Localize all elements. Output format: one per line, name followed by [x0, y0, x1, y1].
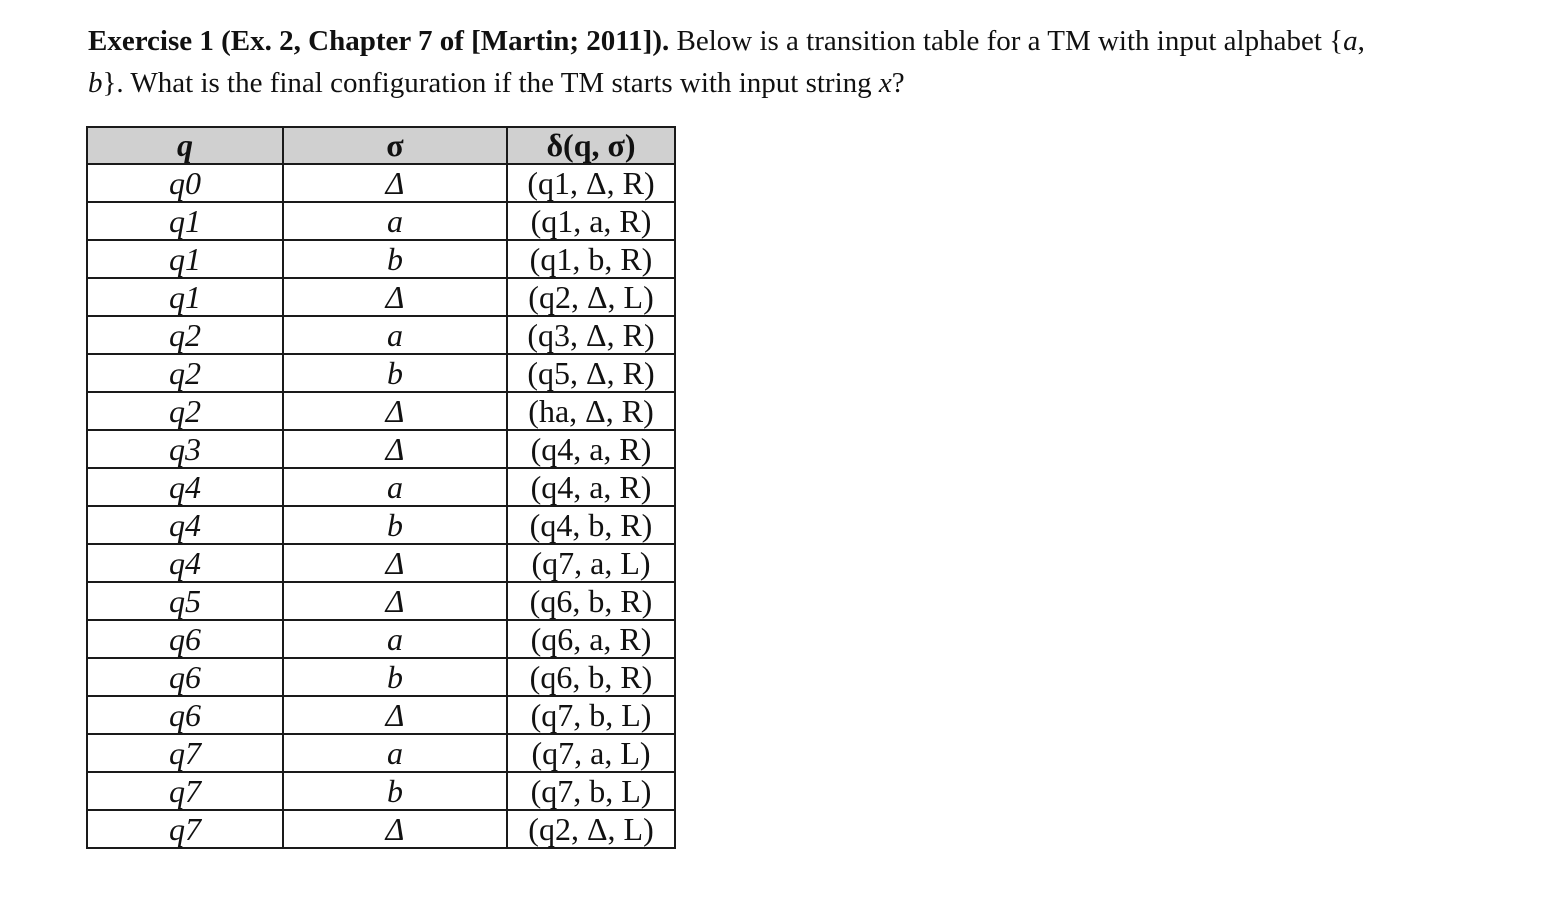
cell-symbol: a	[283, 468, 507, 506]
alphabet-comma: ,	[1357, 25, 1365, 57]
cell-symbol: Δ	[283, 810, 507, 848]
cell-state: q2	[87, 392, 283, 430]
cell-state: q0	[87, 164, 283, 202]
cell-transition: (q4, a, R)	[507, 468, 675, 506]
cell-state: q3	[87, 430, 283, 468]
transition-table	[86, 126, 676, 849]
cell-transition: (q6, b, R)	[507, 658, 675, 696]
table-row	[87, 544, 675, 582]
cell-transition: (q2, Δ, L)	[507, 810, 675, 848]
table-row	[87, 582, 675, 620]
table-row	[87, 278, 675, 316]
cell-symbol: b	[283, 772, 507, 810]
cell-symbol: a	[283, 734, 507, 772]
cell-state: q2	[87, 354, 283, 392]
cell-state: q1	[87, 240, 283, 278]
table-header-row	[87, 127, 675, 164]
table-row	[87, 392, 675, 430]
transition-table-body	[87, 164, 675, 848]
table-row	[87, 620, 675, 658]
table-row	[87, 430, 675, 468]
cell-state: q6	[87, 696, 283, 734]
table-row	[87, 202, 675, 240]
table-row	[87, 240, 675, 278]
cell-symbol: b	[283, 506, 507, 544]
alphabet-b: b	[88, 67, 103, 99]
cell-state: q4	[87, 506, 283, 544]
exercise-text-2: }. What is the final configuration if the TM starts with input string	[102, 67, 872, 99]
cell-transition: (q5, Δ, R)	[507, 354, 675, 392]
cell-state: q4	[87, 468, 283, 506]
cell-transition: (q6, a, R)	[507, 620, 675, 658]
cell-transition: (q3, Δ, R)	[507, 316, 675, 354]
table-row	[87, 468, 675, 506]
cell-symbol: Δ	[283, 164, 507, 202]
cell-state: q4	[87, 544, 283, 582]
cell-state: q7	[87, 734, 283, 772]
cell-symbol: Δ	[283, 696, 507, 734]
cell-symbol: Δ	[283, 582, 507, 620]
cell-symbol: Δ	[283, 544, 507, 582]
cell-transition: (q7, b, L)	[507, 772, 675, 810]
input-string-var: x	[878, 67, 892, 99]
cell-symbol: Δ	[283, 278, 507, 316]
cell-symbol: a	[283, 202, 507, 240]
exercise-prompt	[88, 20, 1538, 104]
cell-symbol: Δ	[283, 392, 507, 430]
cell-transition: (q7, b, L)	[507, 696, 675, 734]
cell-symbol: b	[283, 240, 507, 278]
table-row	[87, 354, 675, 392]
exercise-text-1: Below is a transition table for a TM with input alphabet {	[676, 25, 1344, 57]
cell-transition: (q1, b, R)	[507, 240, 675, 278]
cell-state: q7	[87, 772, 283, 810]
cell-transition: (q1, Δ, R)	[507, 164, 675, 202]
table-row	[87, 164, 675, 202]
alphabet-a: a	[1343, 25, 1358, 57]
exercise-heading: Exercise 1 (Ex. 2, Chapter 7 of [Martin; 2011]).	[88, 25, 670, 57]
table-row	[87, 810, 675, 848]
table-row	[87, 772, 675, 810]
cell-transition: (q4, a, R)	[507, 430, 675, 468]
header-delta: δ(q, σ)	[507, 127, 675, 164]
cell-symbol: b	[283, 354, 507, 392]
cell-state: q5	[87, 582, 283, 620]
question-mark: ?	[891, 67, 905, 99]
table-row	[87, 506, 675, 544]
cell-state: q1	[87, 278, 283, 316]
table-row	[87, 316, 675, 354]
cell-transition: (ha, Δ, R)	[507, 392, 675, 430]
header-sigma: σ	[283, 127, 507, 164]
cell-transition: (q6, b, R)	[507, 582, 675, 620]
table-row	[87, 734, 675, 772]
cell-state: q6	[87, 658, 283, 696]
cell-transition: (q4, b, R)	[507, 506, 675, 544]
table-row	[87, 658, 675, 696]
cell-state: q6	[87, 620, 283, 658]
cell-state: q7	[87, 810, 283, 848]
cell-transition: (q1, a, R)	[507, 202, 675, 240]
cell-state: q1	[87, 202, 283, 240]
cell-transition: (q2, Δ, L)	[507, 278, 675, 316]
cell-transition: (q7, a, L)	[507, 544, 675, 582]
table-row	[87, 696, 675, 734]
header-q: q	[87, 127, 283, 164]
cell-symbol: a	[283, 620, 507, 658]
cell-symbol: Δ	[283, 430, 507, 468]
cell-symbol: b	[283, 658, 507, 696]
cell-transition: (q7, a, L)	[507, 734, 675, 772]
cell-symbol: a	[283, 316, 507, 354]
cell-state: q2	[87, 316, 283, 354]
